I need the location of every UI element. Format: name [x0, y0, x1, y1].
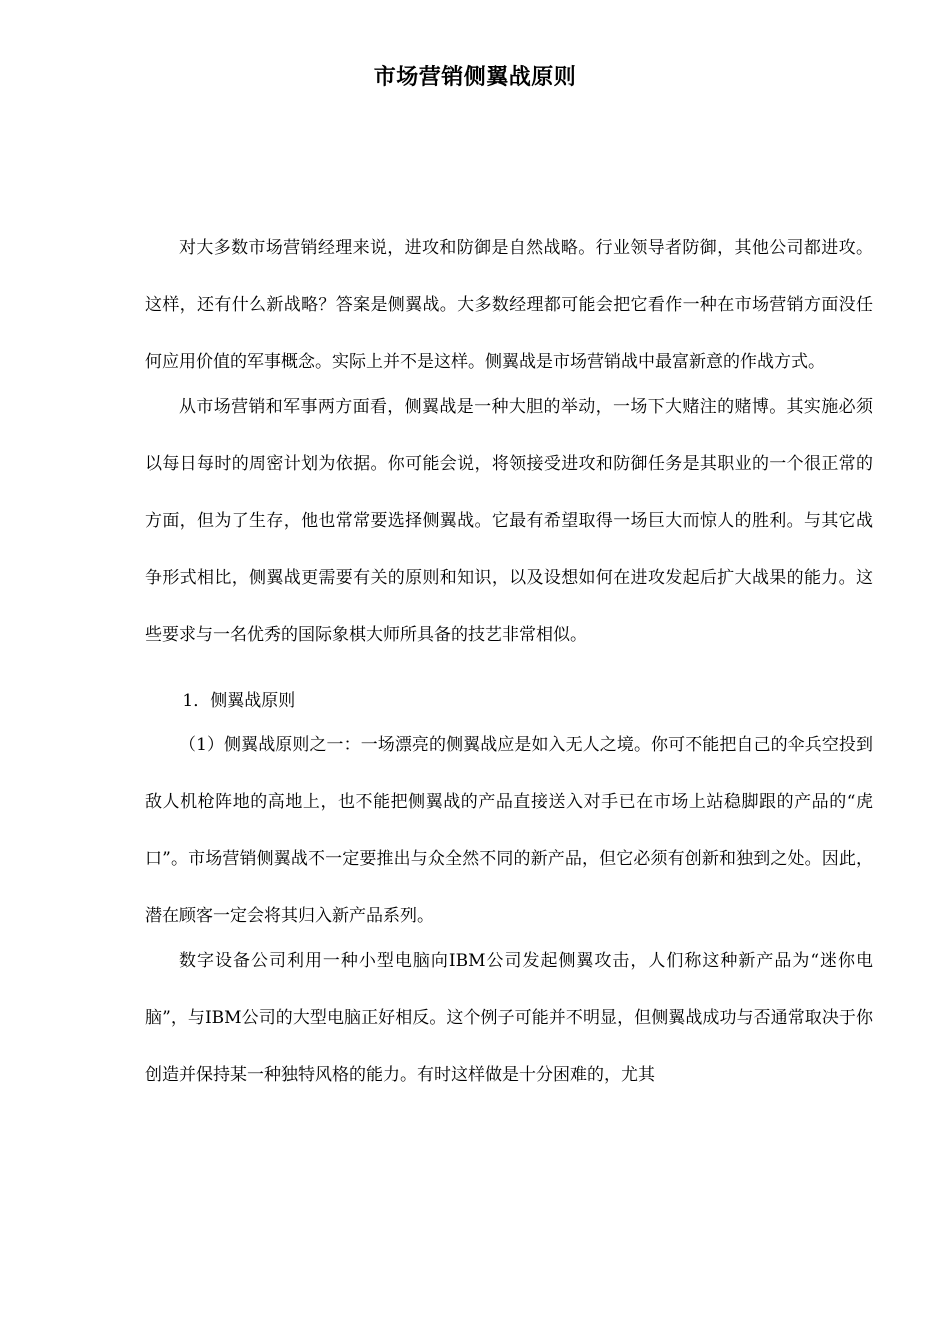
document-title: 市场营销侧翼战原则 [373, 65, 577, 90]
paragraph: 数字设备公司利用一种小型电脑向IBM公司发起侧翼攻击，人们称这种新产品为“迷你电脑”，与IBM公司的大型电脑正好相反。这个例子可能并不明显，但侧翼战成功与否通常取决于你创造并保持某一种独特风格的能力。有时这样做是十分困难的，尤其 [145, 951, 873, 1085]
paragraph: （1）侧翼战原则之一：一场漂亮的侧翼战应是如入无人之境。你可不能把自己的伞兵空投到敌人机枪阵地的高地上，也不能把侧翼战的产品直接送入对手已在市场上站稳脚跟的产品的“虎口”。市场营销侧翼战不一定要推出与众全然不同的新产品，但它必须有创新和独到之处。因此，潜在顾客一定会将其归入新产品系列。 [145, 735, 873, 926]
paragraph: 从市场营销和军事两方面看，侧翼战是一种大胆的举动，一场下大赌注的赌博。其实施必须以每日每时的周密计划为依据。你可能会说，将领接受进攻和防御任务是其职业的一个很正常的方面，但为了生存，他也常常要选择侧翼战。它最有希望取得一场巨大而惊人的胜利。与其它战争形式相比，侧翼战更需要有关的原则和知识，以及设想如何在进攻发起后扩大战果的能力。这些要求与一名优秀的国际象棋大师所具备的技艺非常相似。 [145, 397, 873, 645]
paragraph: 对大多数市场营销经理来说，进攻和防御是自然战略。行业领导者防御，其他公司都进攻。这样，还有什么新战略？答案是侧翼战。大多数经理都可能会把它看作一种在市场营销方面没任何应用价值的军事概念。实际上并不是这样。侧翼战是市场营销战中最富新意的作战方式。 [145, 238, 873, 372]
document-body [145, 220, 873, 1104]
section-heading: 1．侧翼战原则 [182, 691, 296, 711]
